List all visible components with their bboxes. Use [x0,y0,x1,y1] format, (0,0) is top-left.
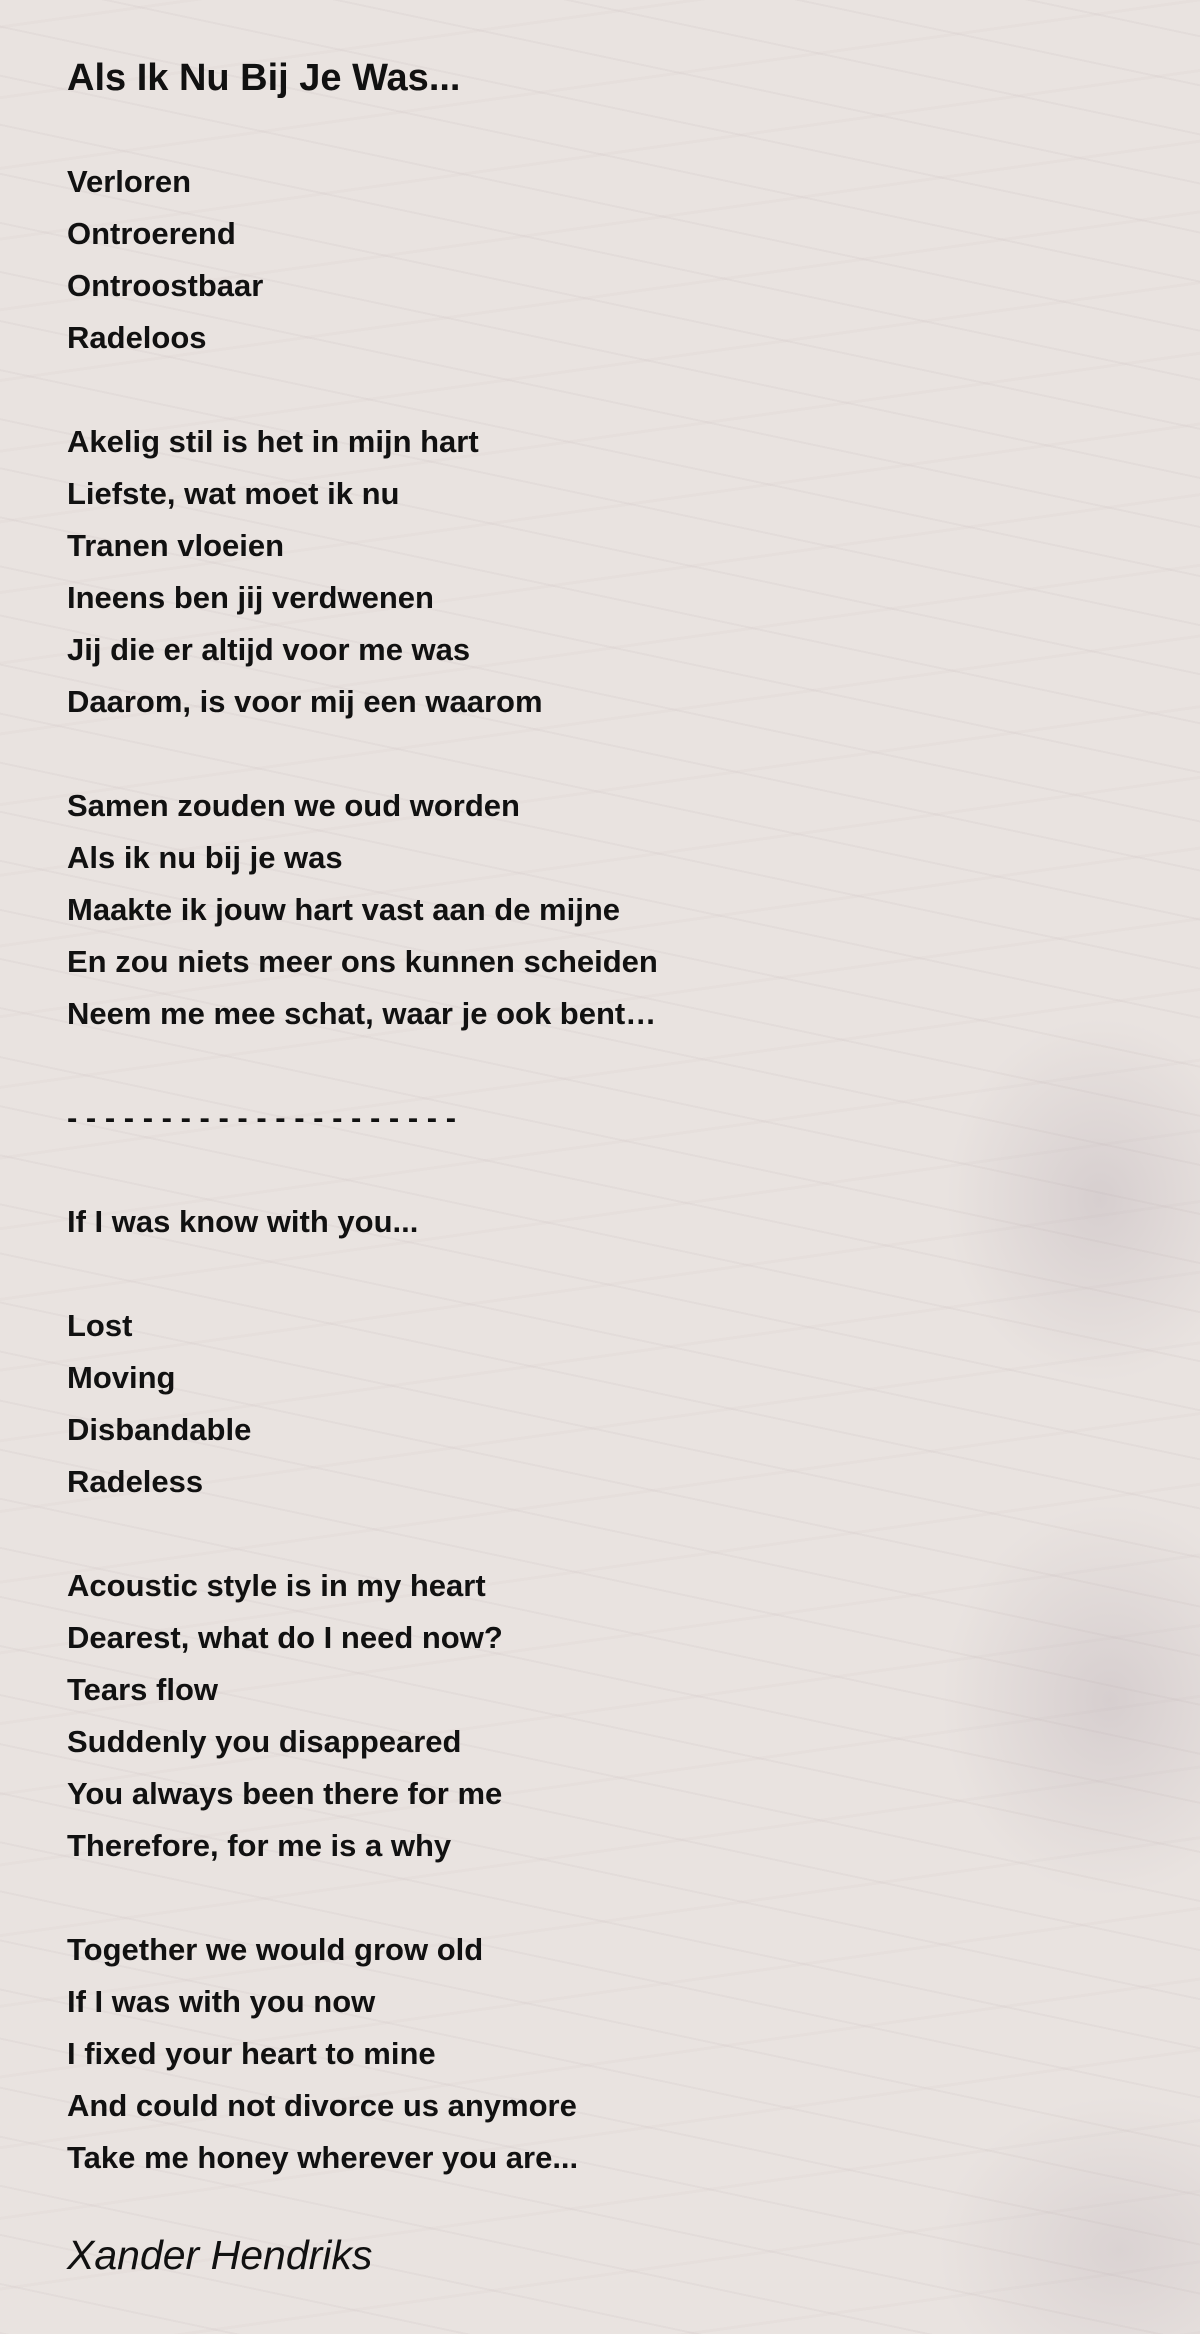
poem-line: Neem me mee schat, waar je ook bent… [67,996,657,1031]
poem-line: Ontroostbaar [67,268,264,303]
stanza [67,1196,1147,1248]
stanza [67,1560,1147,1872]
separator-line: - - - - - - - - - - - - - - - - - - - - - [67,1100,457,1135]
poem-line: Liefste, wat moet ik nu [67,476,400,511]
poem-line: Jij die er altijd voor me was [67,632,471,667]
poem-line: Ontroerend [67,216,236,251]
poem-line: Tranen vloeien [67,528,285,563]
poem [67,46,1147,2286]
poem-line: Verloren [67,164,192,199]
poem-line: You always been there for me [67,1776,503,1811]
poem-line: Radeloos [67,320,207,355]
stanza [67,156,1147,364]
stanza [67,416,1147,728]
stanza [67,780,1147,1040]
poem-line: Take me honey wherever you are... [67,2140,579,2175]
poem-line: Als ik nu bij je was [67,840,343,875]
stanza [67,1300,1147,1508]
poem-line: Together we would grow old [67,1932,484,1967]
poem-line: Tears flow [67,1672,219,1707]
poem-title: Als Ik Nu Bij Je Was... [67,57,461,99]
poem-line: Ineens ben jij verdwenen [67,580,434,615]
poem-line: Maakte ik jouw hart vast aan de mijne [67,892,621,927]
poem-body [67,156,1147,2184]
poem-line: Lost [67,1308,133,1343]
poem-line: If I was know with you... [67,1204,419,1239]
poem-line: And could not divorce us anymore [67,2088,577,2123]
poem-line: I fixed your heart to mine [67,2036,436,2071]
poem-line: Disbandable [67,1412,252,1447]
poem-line: Samen zouden we oud worden [67,788,520,823]
stanza-separator [67,1092,1147,1144]
poem-line: En zou niets meer ons kunnen scheiden [67,944,658,979]
poem-author: Xander Hendriks [67,2232,373,2278]
poem-line: Akelig stil is het in mijn hart [67,424,479,459]
poem-line: Radeless [67,1464,204,1499]
poem-line: Therefore, for me is a why [67,1828,452,1863]
poem-line: Suddenly you disappeared [67,1724,462,1759]
poem-line: If I was with you now [67,1984,376,2019]
poem-line: Daarom, is voor mij een waarom [67,684,543,719]
poem-line: Moving [67,1360,176,1395]
poem-line: Acoustic style is in my heart [67,1568,486,1603]
stanza [67,1924,1147,2184]
poem-line: Dearest, what do I need now? [67,1620,503,1655]
